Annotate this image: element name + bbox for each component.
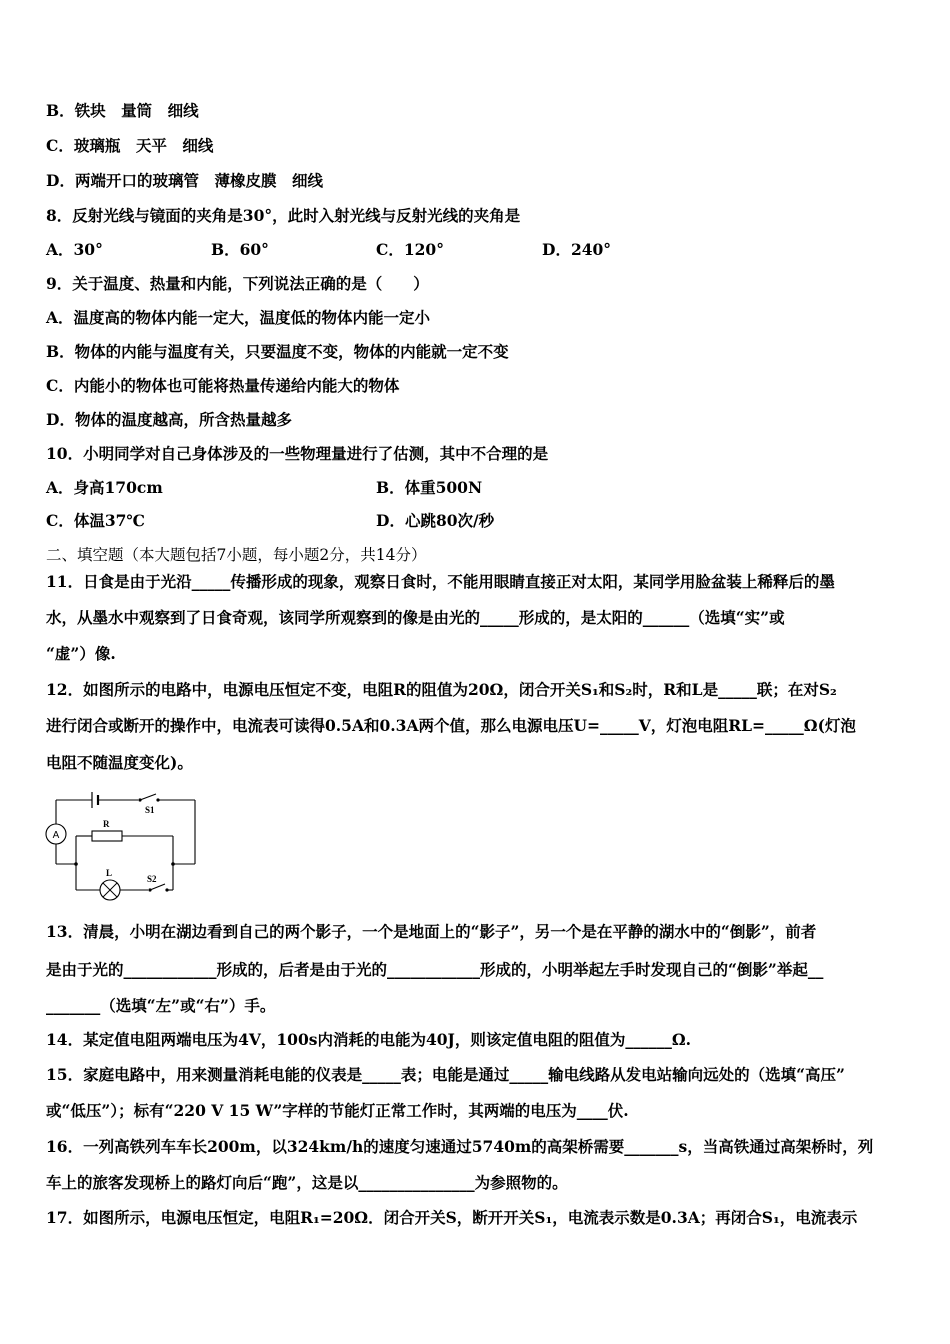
switch-s1-contact xyxy=(138,798,141,801)
q10-option-d: D．心跳80次/秒 xyxy=(376,511,495,530)
ammeter xyxy=(46,824,66,844)
q9-stem: 9．关于温度、热量和内能，下列说法正确的是（ ） xyxy=(46,274,429,293)
q10-option-b: B．体重500N xyxy=(376,478,483,497)
q13-line-1: 13．清晨，小明在湖边看到自己的两个影子，一个是地面上的“影子”，另一个是在平静的湖水中的“倒影”，前者 xyxy=(46,922,817,941)
q9-option-d: D．物体的温度越高，所含热量越多 xyxy=(46,410,292,429)
q17-text: 17．如图所示，电源电压恒定，电阻R₁=20Ω．闭合开关S，断开开关S₁，电流表示数是0.3A；再闭合S₁，电流表示 xyxy=(46,1208,858,1227)
q10-stem: 10．小明同学对自己身体涉及的一些物理量进行了估测，其中不合理的是 xyxy=(46,444,549,463)
q7-option-b: B．铁块 量筒 细线 xyxy=(46,101,199,120)
q8-option-c: C．120° xyxy=(376,240,444,259)
junction-dot xyxy=(171,862,175,866)
switch-s2-contact xyxy=(148,888,151,891)
q7-option-c: C．玻璃瓶 天平 细线 xyxy=(46,136,214,155)
q10-option-c: C．体温37℃ xyxy=(46,511,145,530)
q15-line-1: 15．家庭电路中，用来测量消耗电能的仪表是_____表；电能是通过_____输电线路从发电站输向远处的（选填“高压” xyxy=(46,1065,845,1084)
q11-line-3: “虚”）像. xyxy=(46,644,116,663)
q8-option-b: B．60° xyxy=(211,240,269,259)
q11-line-1: 11．日食是由于光沿_____传播形成的现象，观察日食时，不能用眼睛直接正对太阳，某同学用脸盆装上稀释后的墨 xyxy=(46,572,835,591)
lamp-label: L xyxy=(106,868,113,878)
lamp-symbol xyxy=(100,880,120,900)
circuit-diagram xyxy=(40,786,210,906)
q8-stem: 8．反射光线与镜面的夹角是30°，此时入射光线与反射光线的夹角是 xyxy=(46,206,521,225)
junction-dot xyxy=(74,862,78,866)
q8-option-d: D．240° xyxy=(542,240,612,259)
q12-line-2: 进行闭合或断开的操作中，电流表可读得0.5A和0.3A两个值，那么电源电压U=_____V，灯泡电阻RL=_____Ω(灯泡 xyxy=(46,716,856,735)
q13-line-3: _______（选填“左”或“右”）手。 xyxy=(46,996,276,1015)
q13-line-2: 是由于光的____________形成的，后者是由于光的____________形成的，小明举起左手时发现自己的“倒影”举起__ xyxy=(46,960,824,979)
q9-option-b: B．物体的内能与温度有关，只要温度不变，物体的内能就一定不变 xyxy=(46,342,509,361)
resistor-label: R xyxy=(103,819,110,829)
q8-option-a: A．30° xyxy=(46,240,103,259)
switch-s2-contact xyxy=(165,888,168,891)
q9-option-a: A．温度高的物体内能一定大，温度低的物体内能一定小 xyxy=(46,308,431,327)
q10-option-a: A．身高170cm xyxy=(46,478,163,497)
q14-text: 14．某定值电阻两端电压为4V，100s内消耗的电能为40J，则该定值电阻的阻值为______Ω. xyxy=(46,1030,692,1049)
q12-line-1: 12．如图所示的电路中，电源电压恒定不变，电阻R的阻值为20Ω，闭合开关S₁和S₂时，R和L是_____联；在对S₂ xyxy=(46,680,837,699)
switch-s1-label: S1 xyxy=(145,805,155,815)
section-heading-fill-in: 二、填空题（本大题包括7小题，每小题2分，共14分） xyxy=(46,546,427,564)
switch-s1-contact xyxy=(156,798,159,801)
q16-line-2: 车上的旅客发现桥上的路灯向后“跑”，这是以_______________为参照物的。 xyxy=(46,1173,568,1192)
q7-option-d: D．两端开口的玻璃管 薄橡皮膜 细线 xyxy=(46,171,323,190)
q9-option-c: C．内能小的物体也可能将热量传递给内能大的物体 xyxy=(46,376,400,395)
q15-line-2: 或“低压”）；标有“220 V 15 W”字样的节能灯正常工作时，其两端的电压为____伏. xyxy=(46,1101,629,1120)
switch-s2-label: S2 xyxy=(147,874,157,884)
q12-line-3: 电阻不随温度变化)。 xyxy=(46,753,193,772)
q16-line-1: 16．一列高铁列车车长200m，以324km/h的速度匀速通过5740m的高架桥需要_______s，当高铁通过高架桥时，列 xyxy=(46,1137,874,1156)
ammeter-label: A xyxy=(52,830,60,841)
q11-line-2: 水，从墨水中观察到了日食奇观，该同学所观察到的像是由光的_____形成的，是太阳的______（选填“实”或 xyxy=(46,608,785,627)
